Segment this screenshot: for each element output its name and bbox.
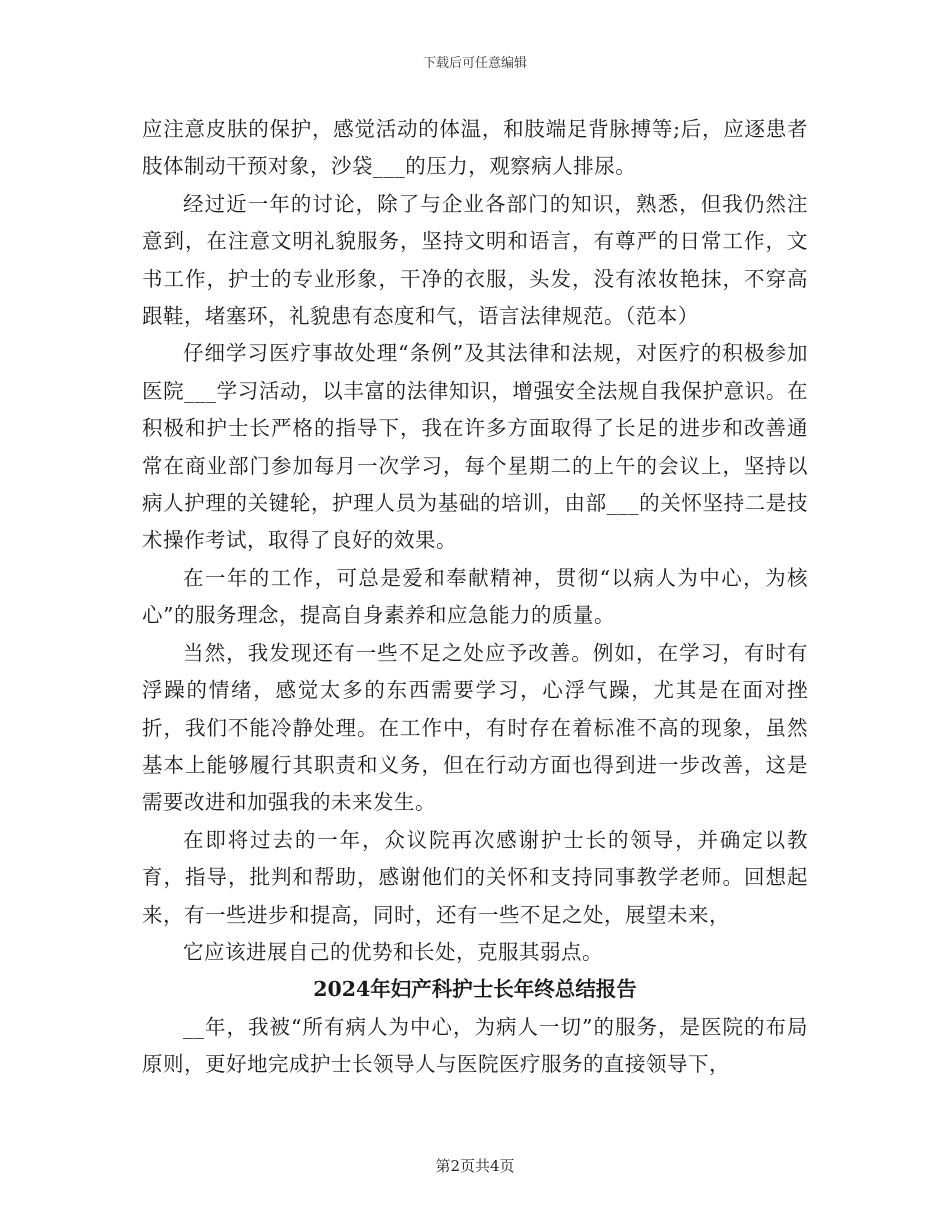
paragraph: 仔细学习医疗事故处理“条例”及其法律和法规，对医疗的积极参加医院___学习活动，以丰富的法律知识，增强安全法规自我保护意识。在积极和护士长严格的指导下，我在许多方面取得了长足的进步和改善通常在商业部门参加每月一次学习，每个星期二的上午的会议上，坚持以病人护理的关键轮，护理人员为基础的培训，由部___的关怀坚持二是技术操作考试，取得了良好的效果。 xyxy=(142,341,808,553)
paragraph: 应注意皮肤的保护，感觉活动的体温，和肢端足背脉搏等;后，应逐患者肢体制动干预对象，沙袋___的压力，观察病人排尿。 xyxy=(142,117,808,179)
paragraph: 它应该进展自己的优势和长处，克服其弱点。 xyxy=(183,939,603,964)
page-footer: 第2页共4页 xyxy=(435,1157,515,1175)
document-body xyxy=(142,111,808,1084)
paragraph: __年，我被“所有病人为中心，为病人一切”的服务，是医院的布局原则，更好地完成护士长领导人与医院医疗服务的直接领导下， xyxy=(142,1014,808,1077)
paragraph: 在即将过去的一年，众议院再次感谢护士长的领导，并确定以教育，指导，批判和帮助，感谢他们的关怀和支持同事教学老师。回想起来，有一些进步和提高，同时，还有一些不足之处，展望未来， xyxy=(142,827,808,927)
section-title: 2024年妇产科护士长年终总结报告 xyxy=(313,977,637,1002)
page-header: 下载后可任意编辑 xyxy=(422,56,527,71)
paragraph: 当然，我发现还有一些不足之处应予改善。例如，在学习，有时有浮躁的情绪，感觉太多的东西需要学习，心浮气躁，尤其是在面对挫折，我们不能冷静处理。在工作中，有时存在着标准不高的现象，虽然基本上能够履行其职责和义务，但在行动方面也得到进一步改善，这是需要改进和加强我的未来发生。 xyxy=(142,640,808,815)
paragraph: 经过近一年的讨论，除了与企业各部门的知识，熟悉，但我仍然注意到，在注意文明礼貌服务，坚持文明和语言，有尊严的日常工作，文书工作，护士的专业形象，干净的衣服，头发，没有浓妆艳抹，不穿高跟鞋，堵塞环，礼貌患有态度和气，语言法律规范。（范本） xyxy=(142,191,808,329)
paragraph: 在一年的工作，可总是爱和奉献精神，贯彻“以病人为中心，为核心”的服务理念，提高自身素养和应急能力的质量。 xyxy=(142,565,808,628)
